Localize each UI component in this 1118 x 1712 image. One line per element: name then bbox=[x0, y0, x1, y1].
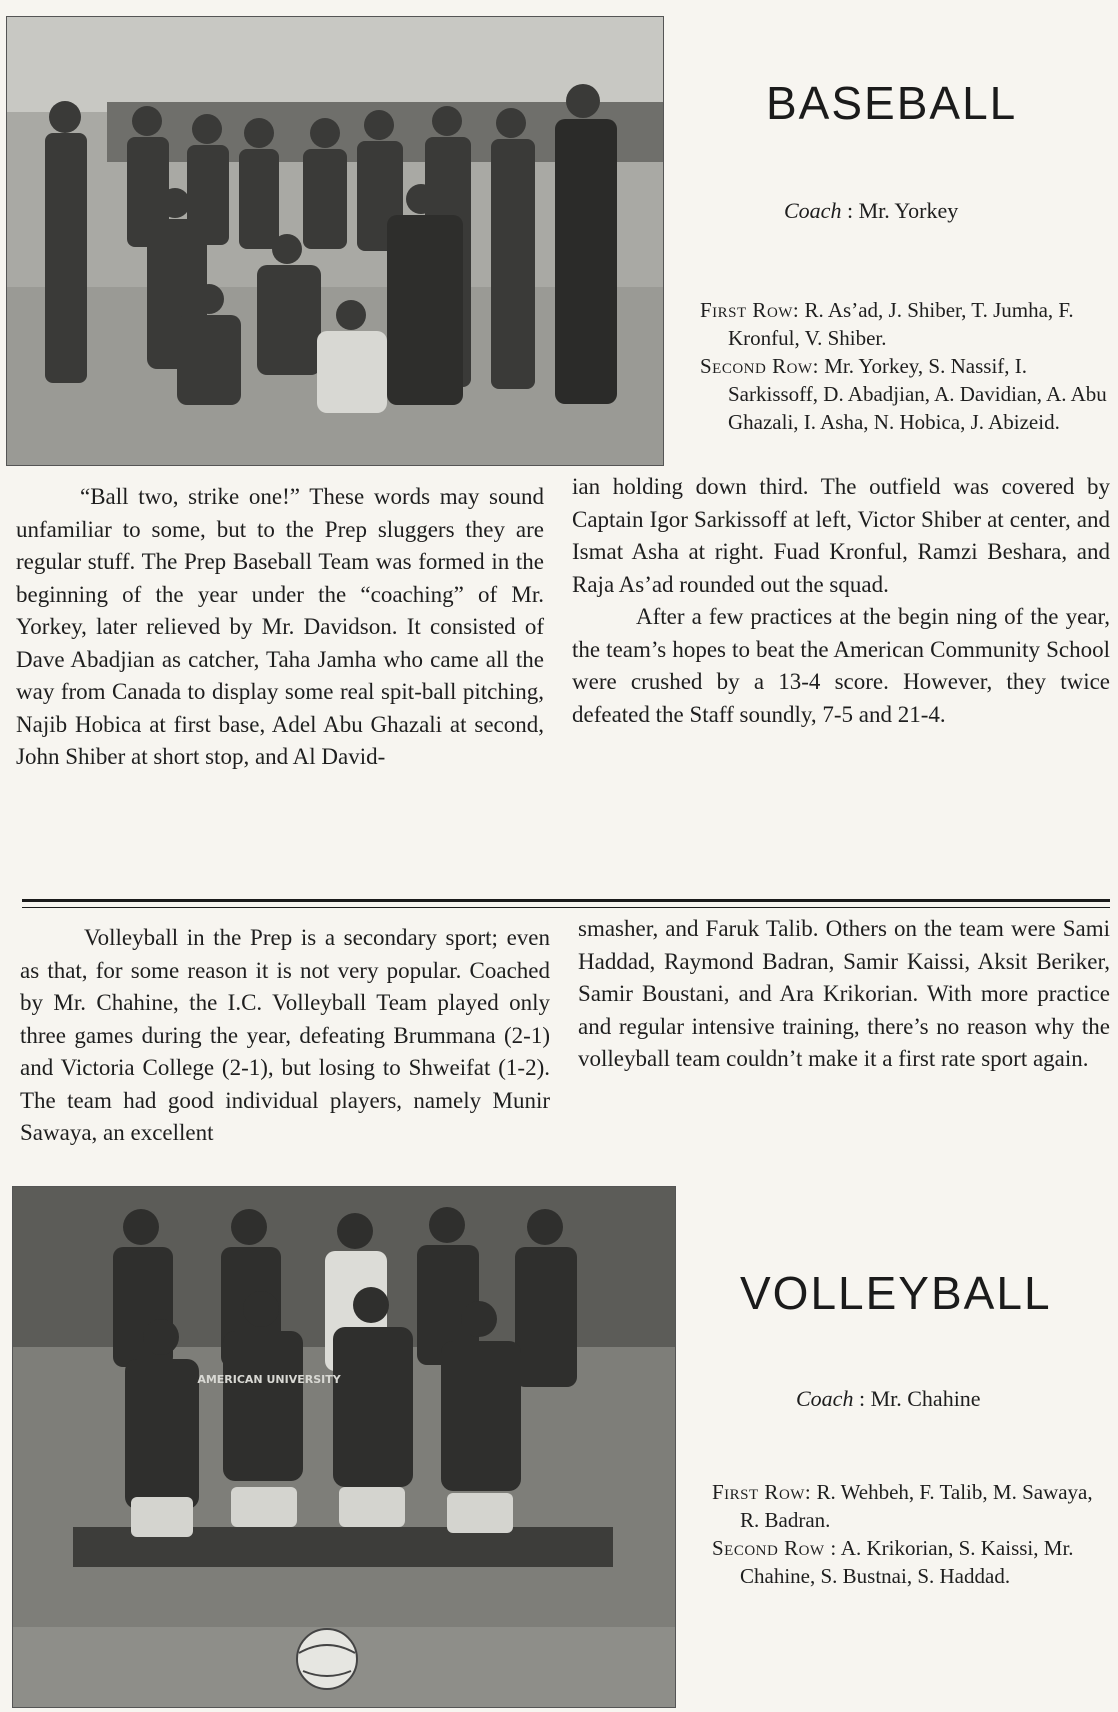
first-row-names: R. Wehbeh, F. Talib, M. Sawaya, R. Badran. bbox=[740, 1480, 1093, 1532]
coach-separator: : bbox=[858, 1386, 866, 1411]
roster-second-row bbox=[712, 1534, 1114, 1590]
volleyball-photo-graphic bbox=[13, 1187, 675, 1707]
coach-name: Mr. Yorkey bbox=[858, 198, 959, 223]
second-row-names: A. Krikorian, S. Kaissi, Mr. Chahine, S. Bustnai, S. Haddad. bbox=[740, 1536, 1074, 1588]
coach-separator: : bbox=[846, 198, 854, 223]
volleyball-article-left-column bbox=[20, 922, 550, 1150]
first-row-names: R. As’ad, J. Shiber, T. Jumha, F. Kronful, V. Shiber. bbox=[728, 298, 1074, 350]
second-row-names: Mr. Yorkey, S. Nassif, I. Sarkissoff, D. Abadjian, A. Davidian, A. Abu Ghazali, I. Asha, N. Hobica, J. Abizeid. bbox=[728, 354, 1107, 434]
baseball-team-photo bbox=[6, 16, 664, 466]
baseball-article-left-column bbox=[16, 481, 544, 774]
baseball-coach-line bbox=[784, 198, 958, 224]
baseball-paragraph: After a few practices at the begin ning of the year, the team’s hopes to beat the American Community School were crushed by a 13-4 score. However, they twice defeated the Staff soundly, 7-5 and 21-4. bbox=[572, 604, 1110, 727]
roster-first-row bbox=[700, 296, 1110, 352]
roster-first-row bbox=[712, 1478, 1114, 1534]
first-row-label: First Row: bbox=[712, 1480, 812, 1504]
coach-label: Coach bbox=[784, 198, 842, 223]
first-row-label: First Row: bbox=[700, 298, 800, 322]
volleyball-coach-line bbox=[796, 1386, 981, 1412]
volleyball-article-right-column bbox=[578, 913, 1110, 1076]
volleyball-paragraph: Volleyball in the Prep is a secondary sport; even as that, for some reason it is not very popular. Coached by Mr. Chahine, the I.C. Volleyball Team played only three games during the year, defeating Brummana (2-1) and Victoria College (2-1), but losing to Shweifat (1-2). The team had good individual players, namely Munir Sawaya, an excellent bbox=[20, 925, 550, 1145]
roster-second-row bbox=[700, 352, 1110, 436]
baseball-roster bbox=[700, 296, 1110, 436]
volleyball-title: VOLLEYBALL bbox=[740, 1267, 1052, 1319]
coach-label: Coach bbox=[796, 1386, 854, 1411]
volleyball-team-photo bbox=[12, 1186, 676, 1708]
baseball-paragraph: ian holding down third. The outfield was covered by Captain Igor Sarkissoff at left, Victor Shiber at center, and Ismat Asha at right. Fuad Kronful, Ramzi Beshara, and Raja As’ad rounded out the squad. bbox=[572, 474, 1110, 597]
coach-name: Mr. Chahine bbox=[870, 1386, 981, 1411]
volleyball-roster bbox=[712, 1478, 1114, 1590]
section-divider-thick bbox=[22, 899, 1110, 902]
baseball-title: BASEBALL bbox=[766, 77, 1018, 129]
volleyball-paragraph: smasher, and Faruk Talib. Others on the team were Sami Haddad, Raymond Badran, Samir Kaissi, Aksit Beriker, Samir Boustani, and Ara Krikorian. With more practice and regular intensive training, there’s no reason why the volleyball team couldn’t make it a first rate sport again. bbox=[578, 916, 1110, 1071]
baseball-photo-graphic bbox=[7, 17, 663, 465]
second-row-label: Second Row : bbox=[712, 1536, 837, 1560]
baseball-article-right-column bbox=[572, 471, 1110, 731]
second-row-label: Second Row: bbox=[700, 354, 819, 378]
section-divider-thin bbox=[22, 907, 1110, 908]
jersey-lettering: AMERICAN UNIVERSITY bbox=[197, 1373, 341, 1386]
baseball-paragraph: “Ball two, strike one!” These words may sound unfamiliar to some, but to the Prep sluggers they are regular stuff. The Prep Baseball Team was formed in the beginning of the year under the “coaching” of Mr. Yorkey, later relieved by Mr. Davidson. It consisted of Dave Abadjian as catcher, Taha Jamha who came all the way from Canada to display some real spit-ball pitching, Najib Hobica at first base, Adel Abu Ghazali at second, John Shiber at short stop, and Al David- bbox=[16, 484, 544, 769]
